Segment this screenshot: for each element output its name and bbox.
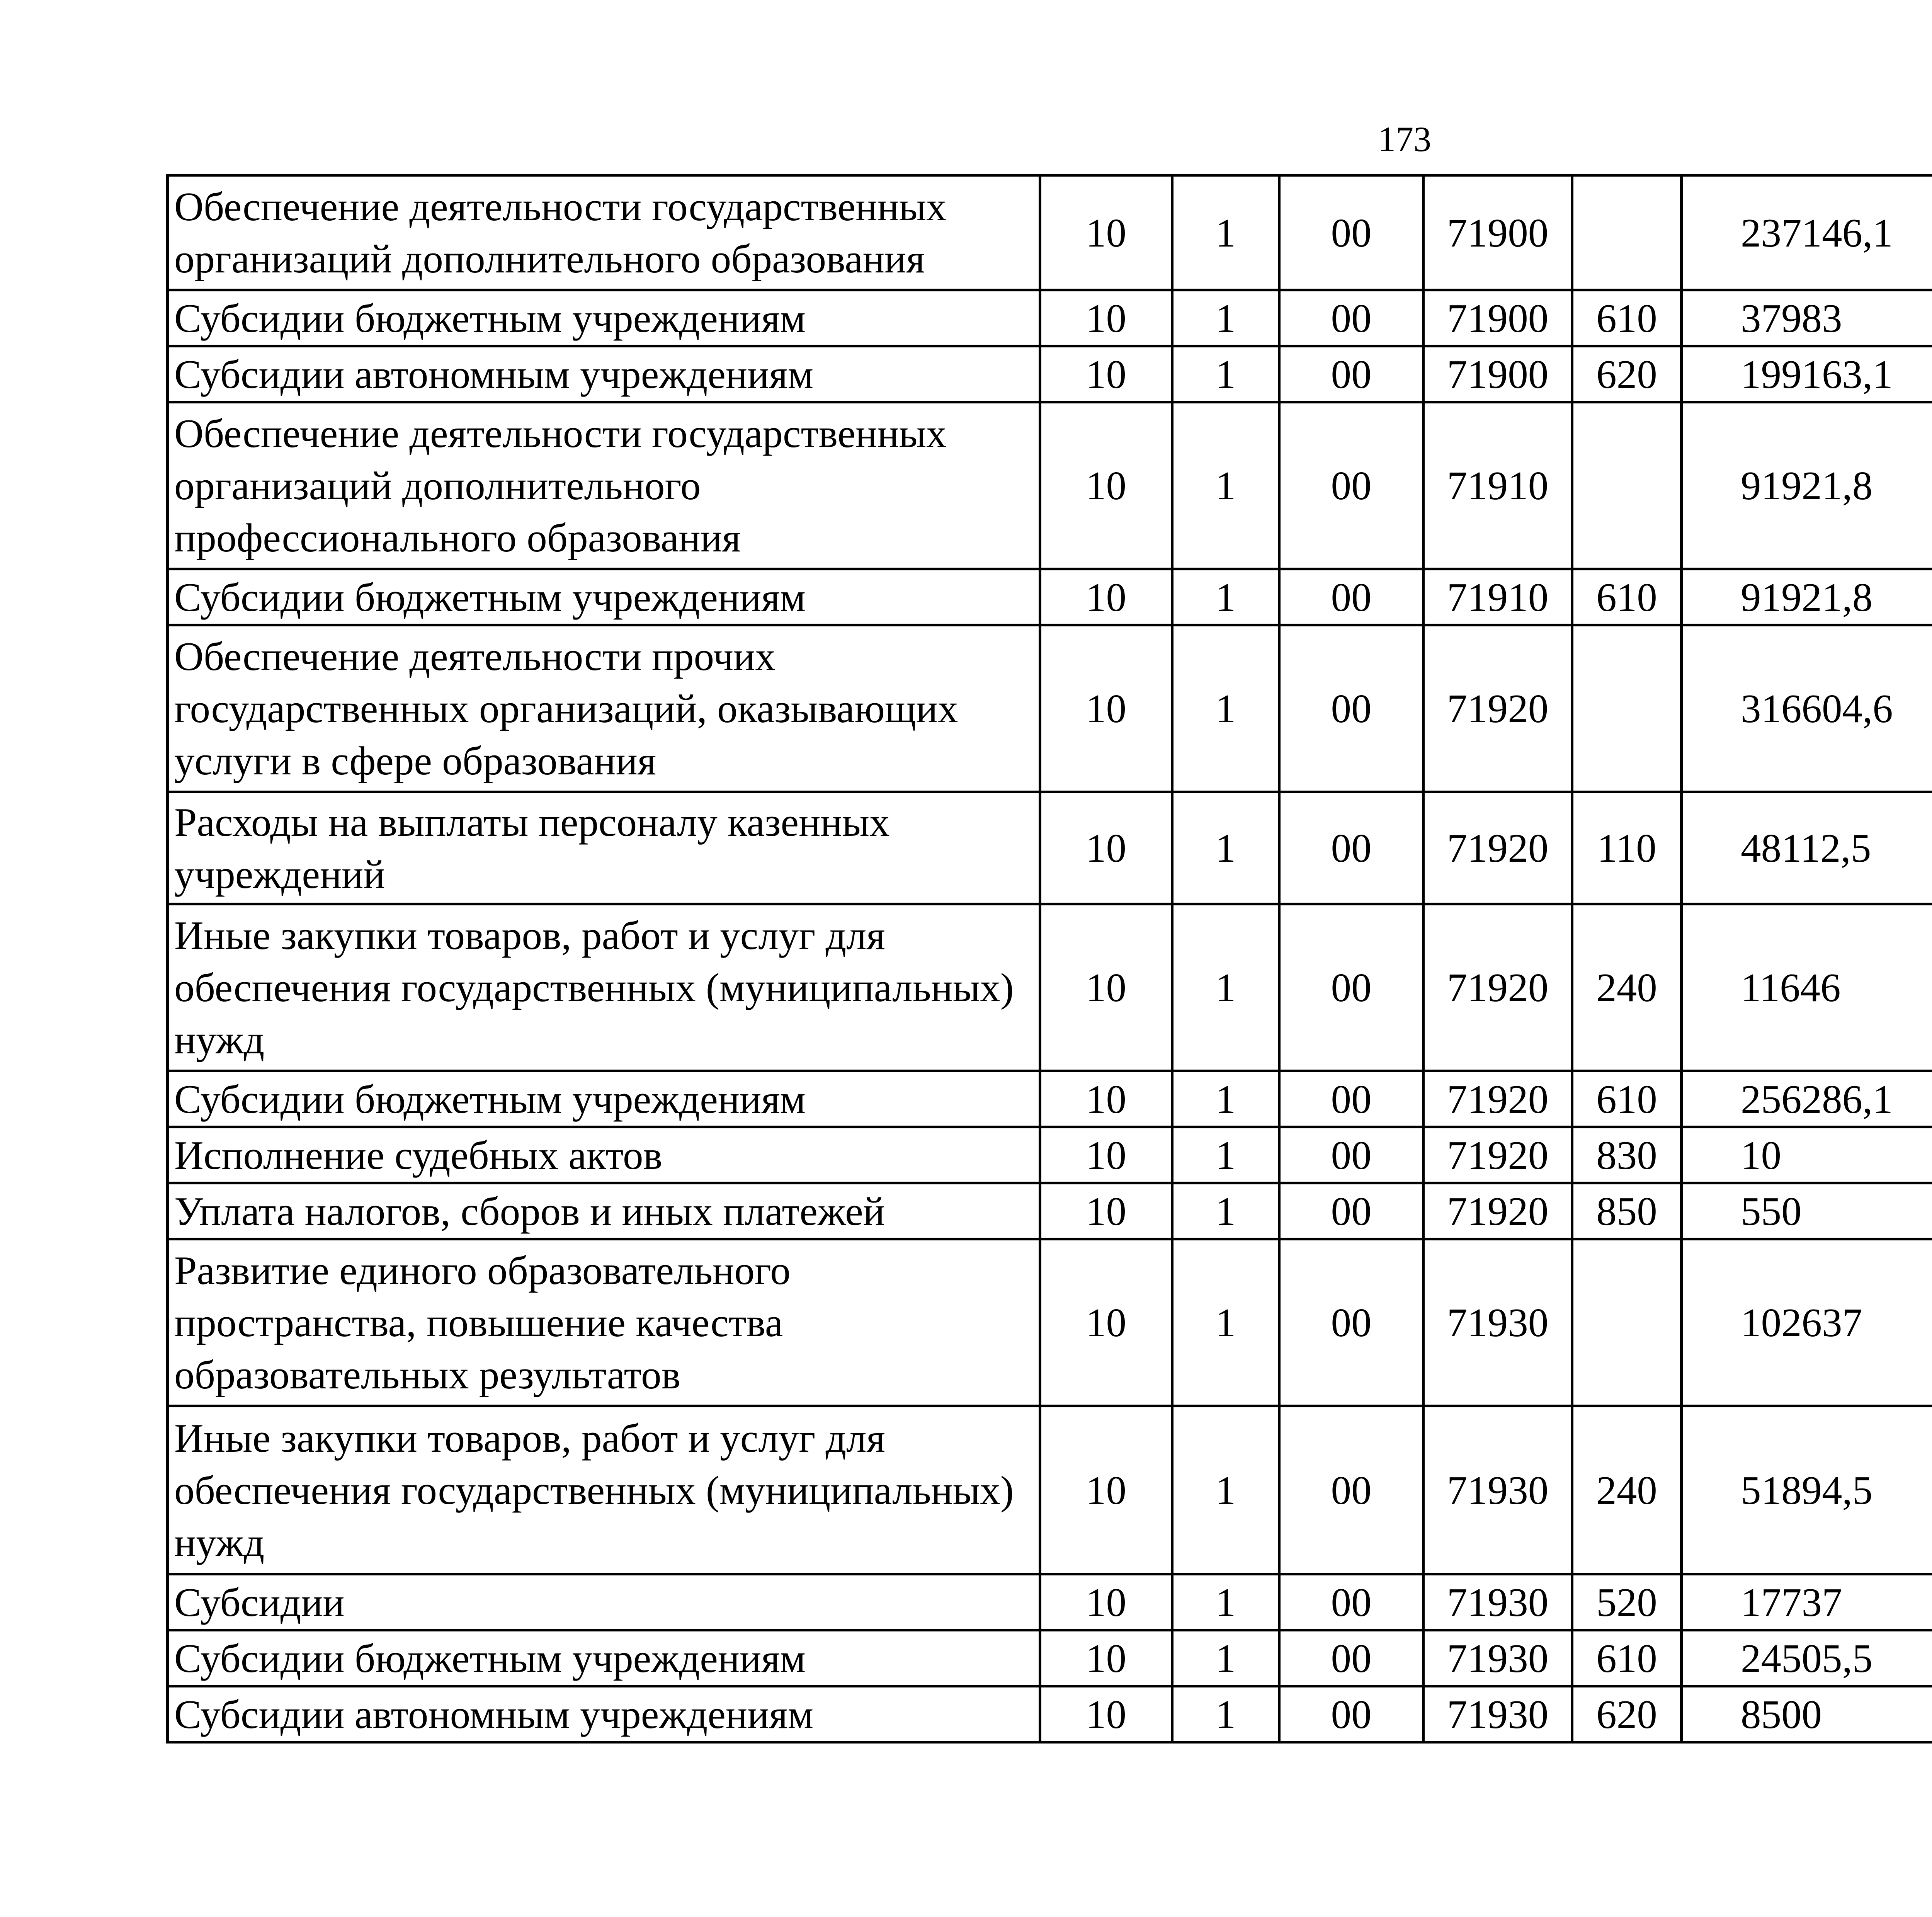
amount-year-1: 256286,1: [1682, 1071, 1932, 1127]
direction-code: 71920: [1423, 1183, 1572, 1239]
section-code: 10: [1040, 402, 1172, 569]
table-row: [168, 625, 1932, 792]
amount-year-1: 24505,5: [1682, 1630, 1932, 1686]
amount-year-1: 48112,5: [1682, 792, 1932, 904]
subprogram-code: 00: [1279, 1630, 1423, 1686]
budget-table: [166, 174, 1932, 1744]
row-name: Иные закупки товаров, работ и услуг для обеспечения государственных (муниципальных) нужд: [168, 1406, 1040, 1574]
program-code: 1: [1172, 569, 1279, 625]
page-number: 173: [1378, 119, 1431, 159]
section-code: 10: [1040, 792, 1172, 904]
program-code: 1: [1172, 175, 1279, 290]
table-row: [168, 569, 1932, 625]
section-code: 10: [1040, 1127, 1172, 1183]
direction-code: 71910: [1423, 402, 1572, 569]
table-row: [168, 1686, 1932, 1742]
row-name: Расходы на выплаты персоналу казенных учреждений: [168, 792, 1040, 904]
amount-year-1: 11646: [1682, 904, 1932, 1071]
direction-code: 71920: [1423, 1071, 1572, 1127]
row-name: Обеспечение деятельности государственных организаций дополнительного образования: [168, 175, 1040, 290]
program-code: 1: [1172, 1239, 1279, 1406]
section-code: 10: [1040, 290, 1172, 346]
row-name: Субсидии: [168, 1574, 1040, 1630]
subprogram-code: 00: [1279, 1239, 1423, 1406]
expense-kind-code: [1572, 1239, 1682, 1406]
amount-year-1: 91921,8: [1682, 402, 1932, 569]
expense-kind-code: 520: [1572, 1574, 1682, 1630]
row-name: Развитие единого образовательного пространства, повышение качества образовательных результатов: [168, 1239, 1040, 1406]
amount-year-1: 37983: [1682, 290, 1932, 346]
row-name: Обеспечение деятельности прочих государственных организаций, оказывающих услуги в сфере образования: [168, 625, 1040, 792]
section-code: 10: [1040, 1406, 1172, 1574]
amount-year-1: 550: [1682, 1183, 1932, 1239]
expense-kind-code: 620: [1572, 346, 1682, 402]
subprogram-code: 00: [1279, 1686, 1423, 1742]
direction-code: 71900: [1423, 346, 1572, 402]
expense-kind-code: 610: [1572, 569, 1682, 625]
subprogram-code: 00: [1279, 290, 1423, 346]
table-row: [168, 346, 1932, 402]
row-name: Субсидии бюджетным учреждениям: [168, 1630, 1040, 1686]
expense-kind-code: 610: [1572, 1071, 1682, 1127]
expense-kind-code: 610: [1572, 1630, 1682, 1686]
table-row: [168, 1127, 1932, 1183]
direction-code: 71930: [1423, 1406, 1572, 1574]
row-name: Субсидии автономным учреждениям: [168, 1686, 1040, 1742]
subprogram-code: 00: [1279, 1071, 1423, 1127]
program-code: 1: [1172, 1574, 1279, 1630]
expense-kind-code: 610: [1572, 290, 1682, 346]
row-name: Субсидии автономным учреждениям: [168, 346, 1040, 402]
subprogram-code: 00: [1279, 569, 1423, 625]
section-code: 10: [1040, 1071, 1172, 1127]
direction-code: 71930: [1423, 1630, 1572, 1686]
subprogram-code: 00: [1279, 402, 1423, 569]
subprogram-code: 00: [1279, 175, 1423, 290]
subprogram-code: 00: [1279, 346, 1423, 402]
subprogram-code: 00: [1279, 1574, 1423, 1630]
row-name: Субсидии бюджетным учреждениям: [168, 290, 1040, 346]
section-code: 10: [1040, 1686, 1172, 1742]
expense-kind-code: [1572, 175, 1682, 290]
amount-year-1: 8500: [1682, 1686, 1932, 1742]
expense-kind-code: 830: [1572, 1127, 1682, 1183]
program-code: 1: [1172, 625, 1279, 792]
expense-kind-code: [1572, 625, 1682, 792]
program-code: 1: [1172, 1071, 1279, 1127]
direction-code: 71930: [1423, 1574, 1572, 1630]
subprogram-code: 00: [1279, 1127, 1423, 1183]
program-code: 1: [1172, 1406, 1279, 1574]
section-code: 10: [1040, 1183, 1172, 1239]
program-code: 1: [1172, 1686, 1279, 1742]
table-row: [168, 290, 1932, 346]
table-row: [168, 402, 1932, 569]
section-code: 10: [1040, 1630, 1172, 1686]
program-code: 1: [1172, 1630, 1279, 1686]
direction-code: 71900: [1423, 175, 1572, 290]
direction-code: 71920: [1423, 792, 1572, 904]
direction-code: 71920: [1423, 625, 1572, 792]
amount-year-1: 237146,1: [1682, 175, 1932, 290]
program-code: 1: [1172, 1183, 1279, 1239]
row-name: Иные закупки товаров, работ и услуг для обеспечения государственных (муниципальных) нужд: [168, 904, 1040, 1071]
table-row: [168, 175, 1932, 290]
table-row: [168, 1574, 1932, 1630]
expense-kind-code: 240: [1572, 1406, 1682, 1574]
subprogram-code: 00: [1279, 1406, 1423, 1574]
section-code: 10: [1040, 625, 1172, 792]
subprogram-code: 00: [1279, 625, 1423, 792]
section-code: 10: [1040, 1574, 1172, 1630]
table-row: [168, 1183, 1932, 1239]
section-code: 10: [1040, 346, 1172, 402]
row-name: Исполнение судебных актов: [168, 1127, 1040, 1183]
expense-kind-code: 110: [1572, 792, 1682, 904]
program-code: 1: [1172, 290, 1279, 346]
direction-code: 71930: [1423, 1239, 1572, 1406]
subprogram-code: 00: [1279, 1183, 1423, 1239]
amount-year-1: 199163,1: [1682, 346, 1932, 402]
program-code: 1: [1172, 904, 1279, 1071]
section-code: 10: [1040, 1239, 1172, 1406]
expense-kind-code: [1572, 402, 1682, 569]
row-name: Уплата налогов, сборов и иных платежей: [168, 1183, 1040, 1239]
program-code: 1: [1172, 792, 1279, 904]
amount-year-1: 102637: [1682, 1239, 1932, 1406]
subprogram-code: 00: [1279, 904, 1423, 1071]
table-row: [168, 1239, 1932, 1406]
table-row: [168, 1406, 1932, 1574]
section-code: 10: [1040, 569, 1172, 625]
amount-year-1: 91921,8: [1682, 569, 1932, 625]
expense-kind-code: 620: [1572, 1686, 1682, 1742]
direction-code: 71920: [1423, 1127, 1572, 1183]
direction-code: 71920: [1423, 904, 1572, 1071]
row-name: Субсидии бюджетным учреждениям: [168, 1071, 1040, 1127]
table-row: [168, 1630, 1932, 1686]
direction-code: 71900: [1423, 290, 1572, 346]
program-code: 1: [1172, 1127, 1279, 1183]
subprogram-code: 00: [1279, 792, 1423, 904]
amount-year-1: 17737: [1682, 1574, 1932, 1630]
direction-code: 71930: [1423, 1686, 1572, 1742]
table-row: [168, 792, 1932, 904]
section-code: 10: [1040, 904, 1172, 1071]
expense-kind-code: 850: [1572, 1183, 1682, 1239]
expense-kind-code: 240: [1572, 904, 1682, 1071]
amount-year-1: 316604,6: [1682, 625, 1932, 792]
row-name: Субсидии бюджетным учреждениям: [168, 569, 1040, 625]
row-name: Обеспечение деятельности государственных организаций дополнительного профессионального образования: [168, 402, 1040, 569]
direction-code: 71910: [1423, 569, 1572, 625]
table-row: [168, 1071, 1932, 1127]
amount-year-1: 10: [1682, 1127, 1932, 1183]
program-code: 1: [1172, 402, 1279, 569]
table-row: [168, 904, 1932, 1071]
section-code: 10: [1040, 175, 1172, 290]
amount-year-1: 51894,5: [1682, 1406, 1932, 1574]
program-code: 1: [1172, 346, 1279, 402]
